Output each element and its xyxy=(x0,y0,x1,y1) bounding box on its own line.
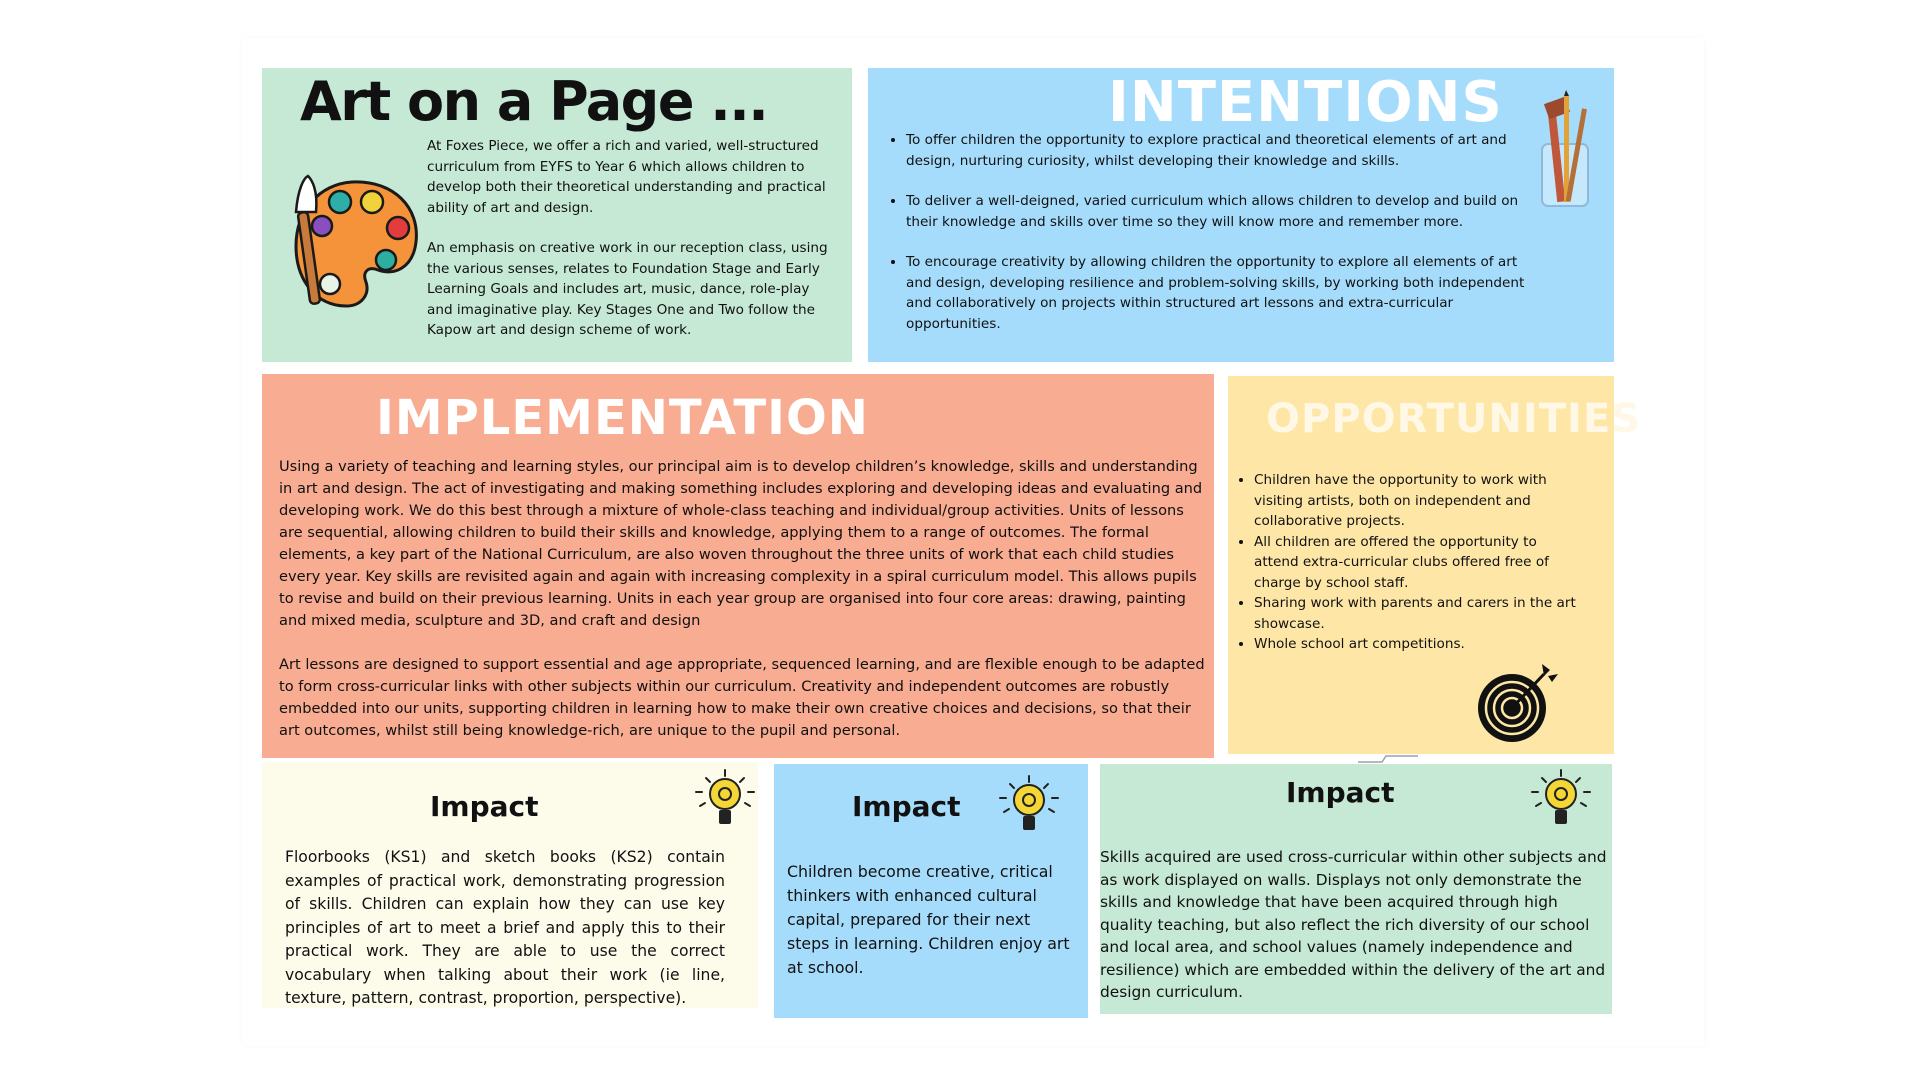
opportunities-list xyxy=(1238,470,1584,655)
intentions-item: • To offer children the opportunity to explore practical and theoretical elements of art and design, nurturing curiosity, whilst developing their knowledge and skills. xyxy=(906,130,1546,171)
implementation-heading: IMPLEMENTATION xyxy=(376,390,869,446)
page-title: Art on a Page ... xyxy=(300,70,768,133)
intentions-item: • To deliver a well-deigned, varied curriculum which allows children to develop and build on their knowledge and skills over time so they will know more and remember more. xyxy=(906,191,1546,232)
art-intro-paragraph-1: At Foxes Piece, we offer a rich and varied, well-structured curriculum from EYFS to Year 6 which allows children to develop both their theoretical understanding and practical ability of art and design. xyxy=(427,138,826,216)
intentions-heading: INTENTIONS xyxy=(1108,70,1503,135)
impact-text-3: Skills acquired are used cross-curricular within other subjects and as work displayed on walls. Displays not only demonstrate the skills and knowledge that have been acquired through high quality teaching, but also reflect the rich diversity of our school and local area, and school values (namely independence and resilience) which are embedded within the delivery of the art and design curriculum. xyxy=(1100,848,1607,1001)
implementation-paragraph-2: Art lessons are designed to support essential and age appropriate, sequenced learning, and are flexible enough to be adapted to form cross-curricular links with other subjects within our curriculum. Creativity and independent outcomes are robustly embedded into our units, supporting children in learning how to make their own creative choices and decisions, so that their art outcomes, whilst still being knowledge-rich, are unique to the pupil and personal. xyxy=(279,656,1205,739)
lightbulb-icon xyxy=(692,768,758,832)
opportunities-item: • Whole school art competitions. xyxy=(1254,634,1584,655)
art-intro-paragraph-2: An emphasis on creative work in our reception class, using the various senses, relates to Foundation Stage and Early Learning Goals and includes art, music, dance, role-play and imaginative play. Key Stages One and Two follow the Kapow art and design scheme of work. xyxy=(427,240,828,338)
opportunities-item: • Sharing work with parents and carers in the art showcase. xyxy=(1254,593,1584,634)
intentions-list xyxy=(890,130,1546,354)
palette-icon xyxy=(282,172,424,314)
implementation-text xyxy=(279,456,1207,764)
opportunities-heading: OPPORTUNITIES xyxy=(1266,396,1642,442)
impact-heading-2: Impact xyxy=(852,790,961,823)
impact-text-2: Children become creative, critical thinkers with enhanced cultural capital, prepared for their next steps in learning. Children enjoy art at school. xyxy=(787,862,1070,977)
target-icon xyxy=(1472,660,1562,746)
opportunities-item: • All children are offered the opportunity to attend extra-curricular clubs offered free of charge by school staff. xyxy=(1254,532,1584,594)
intentions-item: • To encourage creativity by allowing children the opportunity to explore all elements of art and design, developing resilience and problem-solving skills, by working both independent and collaboratively on projects within structured art lessons and extra-curricular opportunities. xyxy=(906,252,1546,334)
impact-text-1: Floorbooks (KS1) and sketch books (KS2) contain examples of practical work, demonstrating progression of skills. Children can explain how they can use key principles of art to meet a brief and apply this to their practical work. They are able to use the correct vocabulary when talking about their work (ie line, texture, pattern, contrast, proportion, perspective). xyxy=(285,848,725,1007)
connector-line xyxy=(1356,754,1420,768)
opportunities-item: • Children have the opportunity to work with visiting artists, both on independent and collaborative projects. xyxy=(1254,470,1584,532)
art-intro-text xyxy=(427,136,837,361)
impact-heading-1: Impact xyxy=(430,790,539,823)
lightbulb-icon xyxy=(1528,768,1594,832)
lightbulb-icon xyxy=(996,774,1062,838)
impact-heading-3: Impact xyxy=(1286,776,1395,809)
implementation-paragraph-1: Using a variety of teaching and learning styles, our principal aim is to develop children’s knowledge, skills and understanding in art and design. The act of investigating and making something includes exploring and developing ideas and evaluating and developing work. We do this best through a mixture of whole-class teaching and individual/group activities. Units of lessons are sequential, allowing children to build their skills and knowledge, applying them to a range of outcomes. The formal elements, a key part of the National Curriculum, are also woven throughout the three units of work that each child studies every year. Key skills are revisited again and again with increasing complexity in a spiral curriculum model. This allows pupils to revise and build on their previous learning. Units in each year group are organised into four core areas: drawing, painting and mixed media, sculpture and 3D, and craft and design xyxy=(279,458,1203,629)
